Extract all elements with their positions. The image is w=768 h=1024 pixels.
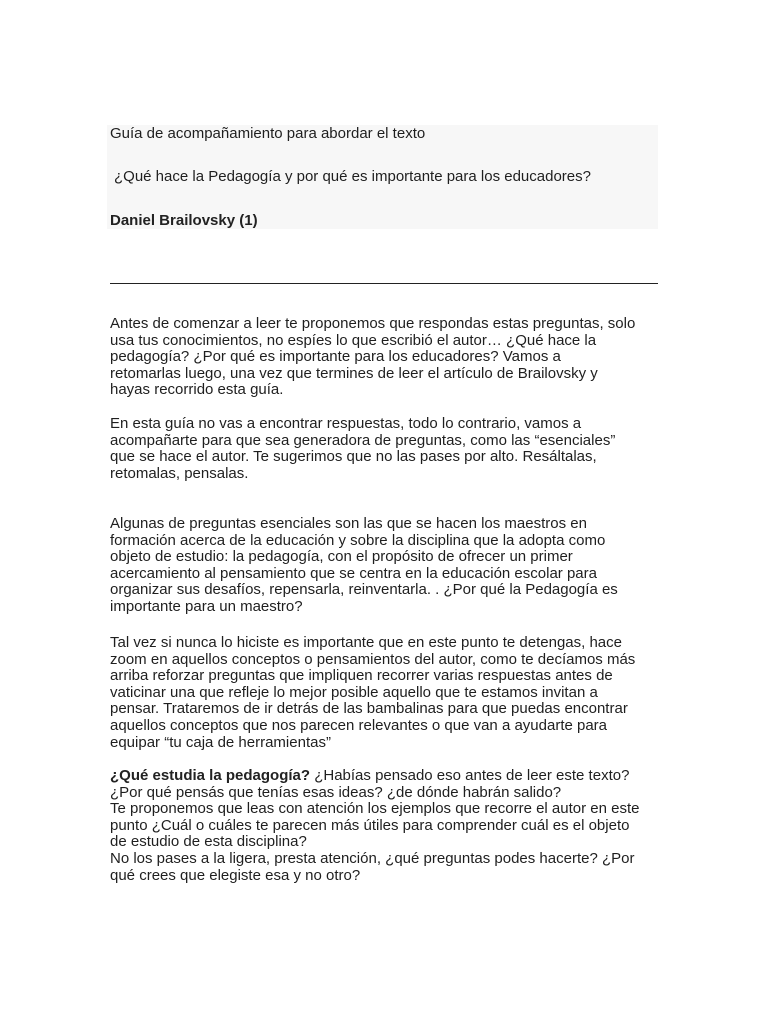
paragraph-essential-questions: Algunas de preguntas esenciales son las que se hacen los maestros en formación acerca de la educación y sobre la disciplina que la adopta como objeto de estudio: la pedagogía, con el propósito de ofrecer un primer acercamiento al pensamiento que se centra en la educación escolar para organizar sus desafíos, repensarla, reinventarla. . ¿Por qué la Pedagogía es importante para un maestro? xyxy=(110,515,618,615)
paragraph-guide-purpose: En esta guía no vas a encontrar respuestas, todo lo contrario, vamos a acompañarte para que sea generadora de preguntas, como las “esenciales” que se hace el autor. Te sugerimos que no las pases por alto. Resáltalas, retomalas, pensalas. xyxy=(110,415,616,482)
guide-title: Guía de acompañamiento para abordar el texto xyxy=(110,125,426,142)
horizontal-divider xyxy=(110,283,658,284)
question-body: ¿Habías pensado eso antes de leer este texto? ¿Por qué pensás que tenías esas ideas? ¿de dónde habrán salido? Te proponemos que leas con atención los ejemplos que recorre el autor en este punto ¿Cuál o cuáles te parecen más útiles para comprender cuál es el objeto de estudio de esta disciplina? No los pases a la ligera, presta atención, ¿qué preguntas podes hacerte? ¿Por qué crees que elegiste esa y no otro? xyxy=(110,767,640,884)
paragraph-intro: Antes de comenzar a leer te proponemos que respondas estas preguntas, solo usa tus conocimientos, no espíes lo que escribió el autor… ¿Qué hace la pedagogía? ¿Por qué es importante para los educadores? Vamos a retomarlas luego, una vez que termines de leer el artículo de Brailovsky y hayas recorrido esta guía. xyxy=(110,315,636,399)
paragraph-zoom-concepts: Tal vez si nunca lo hiciste es importante que en este punto te detengas, hace zoom en aquellos conceptos o pensamientos del autor, como te decíamos más arriba reforzar preguntas que impliquen recorrer varias respuestas antes de vaticinar una que refleje lo mejor posible aquello que te estamos invitan a pensar. Trataremos de ir detrás de las bambalinas para que puedas encontrar aquellos conceptos que nos parecen relevantes o que van a ayudarte para equipar “tu caja de herramientas” xyxy=(110,634,636,751)
paragraph-what-studies xyxy=(110,768,670,884)
article-title: ¿Qué hace la Pedagogía y por qué es importante para los educadores? xyxy=(114,168,591,185)
author-name: Daniel Brailovsky (1) xyxy=(110,212,258,229)
question-heading: ¿Qué estudia la pedagogía? xyxy=(110,767,311,784)
